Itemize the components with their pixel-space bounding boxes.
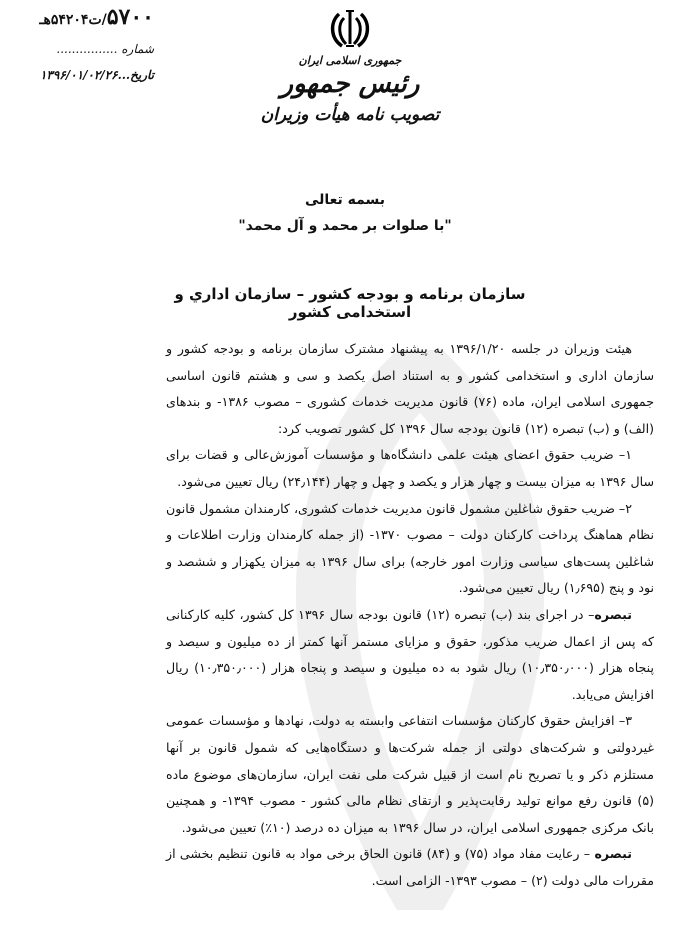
resolution-body [166,336,654,894]
date-label: تاریخ [130,68,154,82]
note-2 [166,841,654,894]
registration-block [4,4,154,82]
president-title: رئیس جمهور [280,69,420,99]
number-label: شماره [121,42,154,56]
registration-number-suffix: /ت۵۴۲۰۴هـ [39,12,107,28]
bismillah: بسمه تعالی [304,192,386,208]
cabinet-resolution-title: تصویب نامه هیأت وزیران [260,105,440,125]
registration-number-large: ۵۷۰۰ [106,4,154,30]
number-field [4,42,154,56]
addressee: سازمان برنامه و بودجه کشور – سازمان اداري و استخدامی کشور [174,285,526,321]
note-2-label: تبصره [594,846,632,862]
letterhead [240,6,460,125]
note-1 [166,602,654,708]
registration-number [4,4,154,30]
number-dots: ................ [56,42,118,56]
intro-paragraph: هیئت وزیران در جلسه ۱۳۹۶/۱/۲۰ به پیشنهاد مشترک سازمان برنامه و بودجه کشور و سازمان اداری و استخدامی کشور و به استناد اصل یکصد و سی و هشتم قانون اساسی جمهوری اسلامی ایران، ماده (۷۶) قانون مدیریت خدمات کشوری – مصوب ۱۳۸۶- و بندهای (الف) و (ب) تبصره (۱۲) قانون بودجه سال ۱۳۹۶ کل کشور تصویب کرد: [166,341,654,436]
item-2: ۲– ضریب حقوق شاغلین مشمول قانون مدیریت خدمات کشوری، کارمندان مشمول قانون نظام هماهنگ پرداخت کارکنان دولت – مصوب ۱۳۷۰- (از جمله کارمندان وزارت اطلاعات و شاغلین پست‌های سیاسی وزارت امور خارجه) برای سال ۱۳۹۶ به میزان یکهزار و ششصد و نود و پنج (۱٫۶۹۵) ریال تعیین می‌شود. [166,500,654,596]
republic-title: جمهوری اسلامی ایران [298,54,402,67]
iran-emblem-icon [328,6,372,50]
item-3: ۳– افزایش حقوق کارکنان مؤسسات انتفاعی وابسته به دولت، نهادها و مؤسسات عمومی غیردولتی و شرکت‌های دولتی از جمله شرکت‌ها و دستگاه‌هایی که شمول قانون بر آنها مستلزم ذکر و یا تصریح نام است از قبیل شرکت ملی نفت ایران، سازمان‌های موضوع ماده (۵) قانون رفع موانع تولید رقابت‌پذیر و ارتقای نظام مالی کشور - مصوب ۱۳۹۴- و همچنین بانک مرکزی جمهوری اسلامی ایران، در سال ۱۳۹۶ به میزان ده درصد (۱۰٪) تعیین می‌شود. [166,713,655,835]
item-1: ۱– ضریب حقوق اعضای هیئت علمی دانشگاه‌ها و مؤسسات آموزش‌عالی و قضات برای سال ۱۳۹۶ به میزان بیست و چهار هزار و یکصد و چهل و چهار (۲۴٫۱۴۴) ریال تعیین می‌شود. [166,447,654,489]
note-2-text: – رعایت مفاد مواد (۷۵) و (۸۴) قانون الحاق برخی مواد به قانون تنظیم بخشی از مقررات مالی دولت (۲) – مصوب ۱۳۹۳- الزامی است. [166,846,654,888]
date-value: ...۱۳۹۶/۰۱/۰۲/۲۶ [39,68,131,82]
salavat: "با صلوات بر محمد و آل محمد" [238,218,452,234]
date-field [4,68,154,82]
note-1-text: – در اجرای بند (ب) تبصره (۱۲) قانون بودجه سال ۱۳۹۶ کل کشور، کلیه کارکنانی که پس از اعمال ضریب مذکور، حقوق و مزایای مستمر آنها کمتر از ده میلیون و سیصد و پنجاه هزار (۱۰٫۳۵۰٫۰۰۰) ریال شود به ده میلیون و سیصد و پنجاه هزار (۱۰٫۳۵۰٫۰۰۰) ریال افزایش می‌یابد. [166,606,654,702]
note-1-label: تبصره [594,606,632,622]
